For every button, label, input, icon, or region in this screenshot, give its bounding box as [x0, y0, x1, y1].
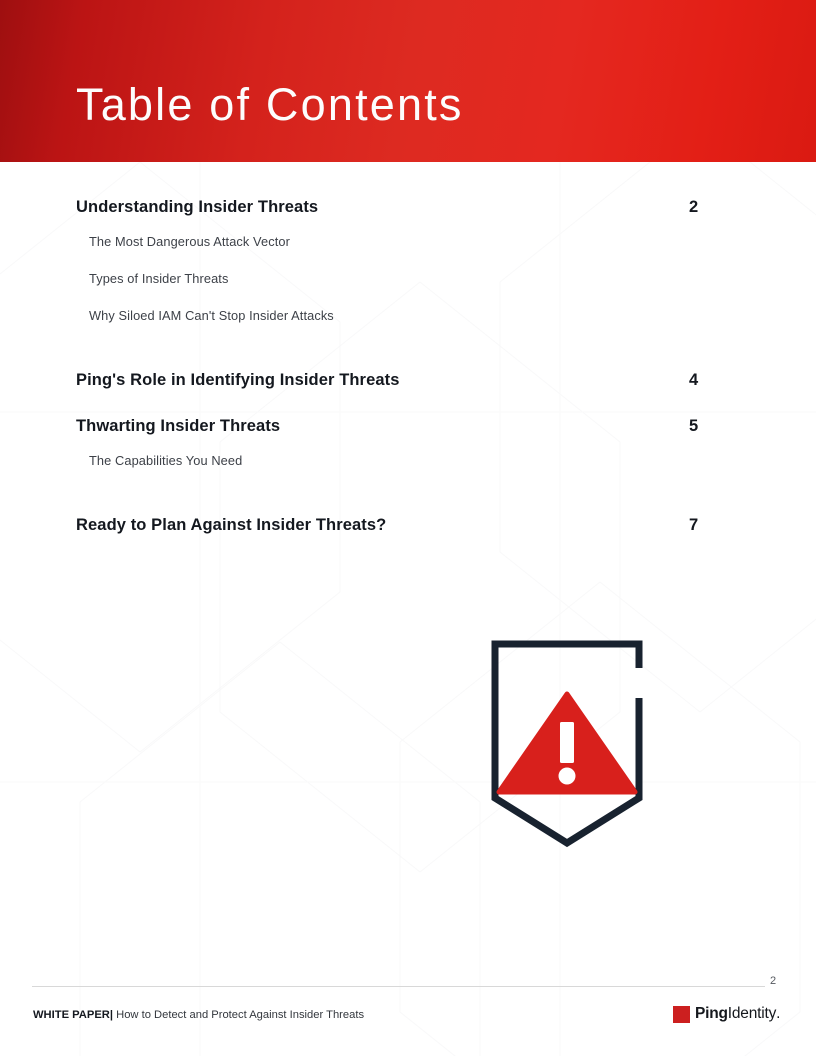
- shield-warning-illustration: [488, 640, 646, 850]
- page-title: Table of Contents: [76, 79, 464, 130]
- exclamation-bar: [560, 722, 574, 763]
- footer-page-number: 2: [770, 975, 777, 987]
- toc-entry-sub[interactable]: [0, 453, 816, 468]
- footer-separator: |: [109, 1009, 114, 1021]
- toc-entry-main[interactable]: [0, 198, 816, 217]
- footer-divider: [32, 986, 765, 987]
- toc-entry-label: Types of Insider Threats: [89, 271, 229, 286]
- toc-entry-main[interactable]: [0, 516, 816, 535]
- logo-trailing-dot: .: [776, 1005, 781, 1022]
- footer-subtitle: How to Detect and Protect Against Insider Threats: [116, 1009, 365, 1021]
- table-of-contents: [0, 162, 816, 535]
- ping-logo-mark-icon: [673, 1006, 690, 1023]
- toc-entry-label: Why Siloed IAM Can't Stop Insider Attacks: [89, 308, 334, 323]
- toc-entry-page: 2: [689, 198, 699, 216]
- toc-entry-label: Thwarting Insider Threats: [76, 417, 281, 435]
- logo-name-bold: Ping: [695, 1005, 728, 1022]
- toc-entry-page: 5: [689, 417, 699, 435]
- ping-identity-logo[interactable]: [673, 1004, 780, 1024]
- toc-entry-label: Understanding Insider Threats: [76, 198, 319, 216]
- toc-entry-page: 7: [689, 516, 699, 534]
- toc-entry-label: The Most Dangerous Attack Vector: [89, 234, 290, 249]
- toc-entry-sub[interactable]: [0, 234, 816, 249]
- footer-caption: [33, 1009, 364, 1021]
- toc-entry-sub[interactable]: [0, 308, 816, 323]
- toc-entry-main[interactable]: [0, 417, 816, 436]
- toc-entry-main[interactable]: [0, 371, 816, 390]
- footer-label: WHITE PAPER: [33, 1009, 110, 1021]
- exclamation-dot: [559, 768, 576, 785]
- toc-entry-page: 4: [689, 371, 699, 389]
- header-banner: [0, 0, 816, 162]
- toc-entry-label: Ready to Plan Against Insider Threats?: [76, 516, 387, 534]
- toc-entry-label: Ping's Role in Identifying Insider Threats: [76, 371, 400, 389]
- logo-name-regular: Identity: [727, 1005, 777, 1022]
- toc-entry-label: The Capabilities You Need: [89, 453, 243, 468]
- toc-entry-sub[interactable]: [0, 271, 816, 286]
